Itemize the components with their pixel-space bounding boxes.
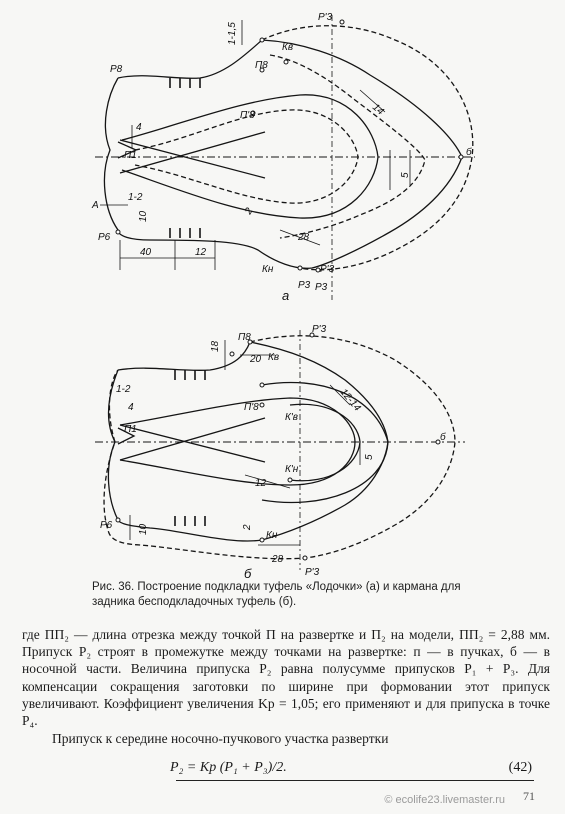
fig-b-label: 4 <box>128 402 134 413</box>
fig-a-label: Р3 <box>298 280 311 291</box>
formula-underline <box>176 780 534 781</box>
watermark: © ecolife23.livemaster.ru <box>384 794 505 806</box>
pattern-b <box>95 330 465 570</box>
fig-a-label: 12 <box>195 247 207 258</box>
pattern-a <box>95 15 475 300</box>
fig-a-label: Кн <box>262 264 274 275</box>
fig-a-label: 1-1,5 <box>227 22 238 45</box>
fig-b-label: 12 <box>255 478 267 489</box>
fig-a-label: Р3 <box>315 282 328 293</box>
fig-b-label: П8 <box>238 332 251 343</box>
fig-a-label: Р'3 <box>320 264 335 275</box>
fig-b-label: К'в <box>285 412 299 423</box>
fig-b-label: 2 <box>242 524 253 530</box>
fig-b-label: Р6 <box>100 520 113 531</box>
fig-b-label: Р'3 <box>312 324 327 335</box>
fig-a-label: Р8 <box>110 64 123 75</box>
fig-a-label: Р6 <box>98 232 111 243</box>
fig-b-label: 20 <box>250 354 262 365</box>
fig-b-label: б <box>440 432 446 443</box>
fig-b-label: 5 <box>364 454 375 460</box>
body-text <box>22 626 550 747</box>
formula-expression: P₂ = Kр (P₁ + P₃)/2. <box>170 760 287 775</box>
fig-b-label: П'8 <box>244 402 259 413</box>
fig-a-label: П8 <box>255 60 268 71</box>
fig-b-label: 28 <box>272 554 284 565</box>
fig-b-label: 10 <box>138 523 149 535</box>
figure-caption: Рис. 36. Построение подкладки туфель «Лодочки» (а) и кармана для задника бесподкладочных туфель (б). <box>92 581 461 608</box>
fig-b-label: 18 <box>210 340 221 352</box>
fig-a-label: 1-2 <box>128 192 143 203</box>
formula <box>170 760 540 776</box>
fig-a-label: 14 <box>370 101 386 118</box>
fig-a-label: Р'3 <box>318 12 333 23</box>
fig-b-label: 12-14 <box>337 386 363 414</box>
fig-b-label: П1 <box>124 424 137 435</box>
fig-a-label: Кв <box>282 42 294 53</box>
fig-a-label: 10 <box>138 210 149 222</box>
fig-b-label: Кн <box>266 530 278 541</box>
fig-a-label: П'8 <box>240 110 255 121</box>
fig-b-label: К'н <box>285 464 299 475</box>
fig-a-label: б <box>466 147 472 158</box>
fig-a-label: 4 <box>136 122 142 133</box>
fig-a-label: П1 <box>124 150 137 161</box>
fig-b-label: Р'3 <box>305 567 320 578</box>
paragraph: где ПП₂ — длина отрезка между точкой П на развертке и П₂ на модели, ПП₂ = 2,88 мм. Припуск P₂ строят в промежутке между точками на развертке: п — в пучках, б — в носочной части. Величина припуска P₂ равна полусумме припусков P₁ + P₃. Для компенсации сокращения заготовки по ширине при формовании этот припуск увеличивают. Коэффициент увеличения Kр = 1,05; его применяют и для припуска в точке P₄. <box>22 627 550 729</box>
fig-b-label: 1-2 <box>116 384 131 395</box>
fig-b-label: Кв <box>268 352 280 363</box>
fig-a-label: А <box>92 200 99 211</box>
fig-a-label: 40 <box>140 247 152 258</box>
page-number: 71 <box>523 789 535 803</box>
fig-b-letter: б <box>244 566 252 580</box>
fig-a-label: 2 <box>243 206 256 217</box>
formula-number: (42) <box>508 760 532 775</box>
fig-a-label: 28 <box>298 232 310 243</box>
paragraph: Припуск к середине носочно-пучкового участка развертки <box>52 731 389 747</box>
fig-a-label: 5 <box>400 172 411 178</box>
fig-a-letter: а <box>282 288 290 303</box>
